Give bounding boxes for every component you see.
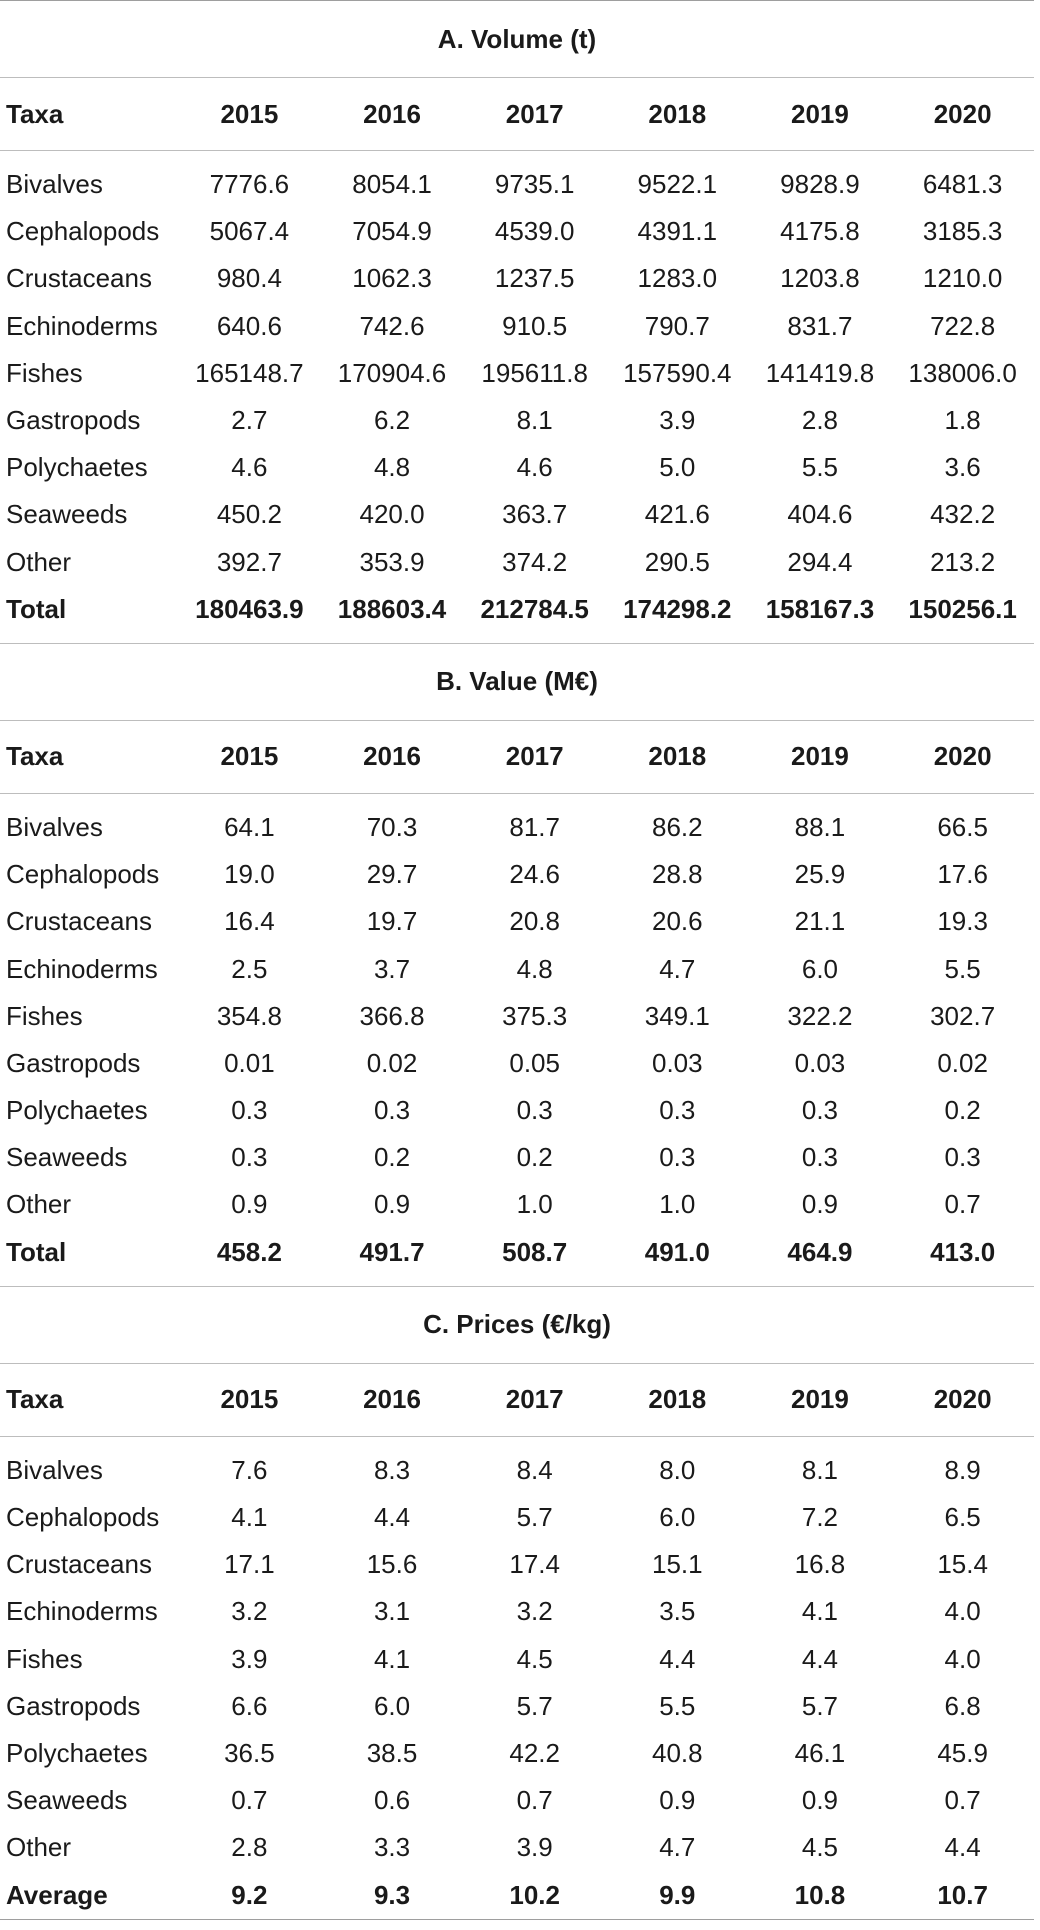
value-cell: 38.5 xyxy=(366,1737,418,1768)
value-cell: 8.9 xyxy=(944,1454,981,1485)
value-cell: 640.6 xyxy=(216,310,282,341)
value-cell: 980.4 xyxy=(216,263,282,294)
value-cell: 722.8 xyxy=(930,310,996,341)
value-cell: 4.4 xyxy=(659,1643,696,1674)
value-cell: 15.6 xyxy=(366,1549,418,1580)
value-cell: 7054.9 xyxy=(352,216,432,247)
value-cell: 17.6 xyxy=(937,859,988,890)
value-cell: 195611.8 xyxy=(481,357,588,388)
taxa-name-cell: Cephalopods xyxy=(6,216,160,247)
value-cell: 0.3 xyxy=(373,1095,411,1126)
volume-total-row xyxy=(0,586,1034,633)
value-cell: 9828.9 xyxy=(780,169,860,200)
taxa-name-cell: Other xyxy=(6,1189,72,1220)
value-cell: 45.9 xyxy=(937,1737,988,1768)
value-cell: 0.3 xyxy=(231,1142,268,1173)
value-cell: 432.2 xyxy=(930,499,996,530)
table-row xyxy=(0,1541,1034,1588)
value-cell: 42.2 xyxy=(509,1737,560,1768)
total-value-cell: 150256.1 xyxy=(908,593,1017,624)
value-cell: 0.05 xyxy=(509,1047,560,1078)
value-cell: 1203.8 xyxy=(780,263,860,294)
table-row xyxy=(0,1636,1034,1683)
table-row xyxy=(0,303,1034,350)
taxa-name-cell: Gastropods xyxy=(6,1690,141,1721)
table-row xyxy=(0,208,1034,255)
spacer-cell xyxy=(0,633,1034,644)
value-cell: 19.3 xyxy=(937,906,988,937)
value-cell: 0.9 xyxy=(373,1189,411,1220)
value-cell: 4175.8 xyxy=(780,216,860,247)
spacer-cell xyxy=(0,1919,1034,1930)
spacer-row xyxy=(0,633,1034,644)
value-cell: 421.6 xyxy=(644,499,710,530)
value-cell: 17.4 xyxy=(509,1549,560,1580)
value-cell: 8.3 xyxy=(373,1454,411,1485)
value-cell: 46.1 xyxy=(794,1737,846,1768)
column-header-year: 2016 xyxy=(321,1363,464,1436)
value-cell: 294.4 xyxy=(787,546,853,577)
value-cell: 8.1 xyxy=(516,405,553,436)
spacer-cell xyxy=(0,151,1034,162)
value-cell: 4.4 xyxy=(944,1832,981,1863)
value-cell: 66.5 xyxy=(937,811,988,842)
value-cell: 165148.7 xyxy=(195,357,304,388)
value-cell: 831.7 xyxy=(787,310,853,341)
table-row xyxy=(0,1134,1034,1181)
total-value-cell: 413.0 xyxy=(930,1236,996,1267)
total-value-cell: 9.2 xyxy=(178,1871,321,1919)
taxa-name-cell: Crustaceans xyxy=(6,263,152,294)
column-header-year: 2018 xyxy=(606,1363,749,1436)
value-cell: 5067.4 xyxy=(209,216,290,247)
value-cell: 20.8 xyxy=(509,906,560,937)
value-cell: 0.02 xyxy=(366,1047,418,1078)
value-cell: 0.03 xyxy=(652,1047,703,1078)
value-cell: 0.2 xyxy=(373,1142,411,1173)
spacer-row xyxy=(0,1276,1034,1287)
column-header-year: 2017 xyxy=(463,720,606,793)
value-cell: 0.01 xyxy=(224,1047,275,1078)
table-row xyxy=(0,444,1034,491)
value-cell: 6481.3 xyxy=(922,169,1003,200)
spacer-row xyxy=(0,1919,1034,1930)
value-cell: 64.1 xyxy=(224,811,275,842)
table-row xyxy=(0,539,1034,586)
taxa-name-cell: Gastropods xyxy=(6,405,141,436)
total-value-cell: 458.2 xyxy=(216,1236,282,1267)
value-cell: 28.8 xyxy=(652,859,703,890)
table-row xyxy=(0,1730,1034,1777)
column-header-year: 2017 xyxy=(463,1363,606,1436)
value-cell: 392.7 xyxy=(216,546,282,577)
value-header-row xyxy=(0,720,1034,793)
value-cell: 4539.0 xyxy=(494,216,575,247)
value-cell: 4.0 xyxy=(944,1596,981,1627)
value-cell: 0.3 xyxy=(801,1142,839,1173)
value-cell: 4391.1 xyxy=(637,216,718,247)
column-header-year: 2018 xyxy=(606,78,749,151)
taxa-name-cell: Gastropods xyxy=(6,1047,141,1078)
total-label-cell: Total xyxy=(6,1236,67,1267)
value-cell: 0.9 xyxy=(801,1785,839,1816)
taxa-name-cell: Crustaceans xyxy=(6,906,152,937)
value-cell: 19.7 xyxy=(366,906,418,937)
column-header-year: 2019 xyxy=(749,720,892,793)
value-cell: 790.7 xyxy=(644,310,710,341)
value-cell: 15.4 xyxy=(937,1549,988,1580)
value-total-row xyxy=(0,1229,1034,1276)
value-cell: 4.5 xyxy=(516,1643,553,1674)
table-row xyxy=(0,1824,1034,1871)
taxa-name-cell: Fishes xyxy=(6,1000,83,1031)
taxa-name-cell: Cephalopods xyxy=(6,1502,160,1533)
total-label-cell: Average xyxy=(0,1871,178,1919)
prices-total-row xyxy=(0,1871,1034,1919)
value-cell: 375.3 xyxy=(502,1000,568,1031)
value-cell: 8.1 xyxy=(801,1454,839,1485)
table-row xyxy=(0,1040,1034,1087)
value-cell: 450.2 xyxy=(216,499,282,530)
taxa-name-cell: Seaweeds xyxy=(6,1142,128,1173)
taxa-name-cell: Bivalves xyxy=(6,1454,103,1485)
total-value-cell: 491.7 xyxy=(359,1236,425,1267)
taxa-name-cell: Echinoderms xyxy=(6,953,158,984)
column-header-year: 2020 xyxy=(891,1363,1034,1436)
value-cell: 4.6 xyxy=(516,452,553,483)
taxa-name-cell: Fishes xyxy=(6,357,83,388)
value-section-title-row xyxy=(0,643,1034,720)
table-row xyxy=(0,1588,1034,1635)
value-cell: 15.1 xyxy=(652,1549,703,1580)
value-cell: 4.0 xyxy=(944,1643,981,1674)
value-cell: 40.8 xyxy=(652,1737,703,1768)
value-cell: 0.6 xyxy=(373,1785,411,1816)
table-row xyxy=(0,1447,1034,1494)
value-cell: 302.7 xyxy=(930,1000,996,1031)
value-cell: 349.1 xyxy=(644,1000,710,1031)
value-cell: 1.0 xyxy=(516,1189,553,1220)
table-row xyxy=(0,851,1034,898)
prices-section-title-row xyxy=(0,1286,1034,1363)
spacer-cell xyxy=(0,793,1034,804)
spacer-cell xyxy=(0,1436,1034,1447)
taxa-name-cell: Cephalopods xyxy=(6,859,160,890)
value-cell: 7.2 xyxy=(801,1502,839,1533)
taxa-name-cell: Other xyxy=(6,546,72,577)
taxa-name-cell: Polychaetes xyxy=(6,1095,148,1126)
total-value-cell: 464.9 xyxy=(787,1236,853,1267)
value-cell: 3.3 xyxy=(373,1832,411,1863)
taxa-name-cell: Echinoderms xyxy=(6,1596,158,1627)
value-cell: 5.7 xyxy=(801,1690,839,1721)
value-cell: 24.6 xyxy=(509,859,560,890)
value-cell: 742.6 xyxy=(359,310,425,341)
column-header-taxa: Taxa xyxy=(0,1363,178,1436)
total-label-cell: Total xyxy=(6,593,67,624)
value-cell: 213.2 xyxy=(930,546,996,577)
volume-header-row xyxy=(0,78,1034,151)
value-cell: 20.6 xyxy=(652,906,703,937)
column-header-year: 2018 xyxy=(606,720,749,793)
value-cell: 25.9 xyxy=(794,859,846,890)
value-cell: 290.5 xyxy=(644,546,710,577)
value-cell: 16.8 xyxy=(794,1549,846,1580)
value-cell: 29.7 xyxy=(366,859,418,890)
value-cell: 0.03 xyxy=(794,1047,846,1078)
value-cell: 6.8 xyxy=(944,1690,981,1721)
value-cell: 3.1 xyxy=(373,1596,411,1627)
value-cell: 3.5 xyxy=(659,1596,696,1627)
value-cell: 2.8 xyxy=(231,1832,268,1863)
value-cell: 366.8 xyxy=(359,1000,425,1031)
total-value-cell: 158167.3 xyxy=(765,593,875,624)
column-header-year: 2019 xyxy=(749,78,892,151)
table-row xyxy=(0,945,1034,992)
value-cell: 6.2 xyxy=(373,405,411,436)
value-cell: 4.1 xyxy=(231,1502,268,1533)
value-cell: 6.0 xyxy=(659,1502,696,1533)
value-cell: 0.02 xyxy=(937,1047,988,1078)
value-cell: 7.6 xyxy=(231,1454,268,1485)
volume-section-title-row xyxy=(0,1,1034,78)
table-row xyxy=(0,1087,1034,1134)
value-cell: 3.9 xyxy=(516,1832,553,1863)
value-cell: 0.3 xyxy=(801,1095,839,1126)
value-cell: 1210.0 xyxy=(922,263,1003,294)
column-header-year: 2017 xyxy=(463,78,606,151)
column-header-year: 2020 xyxy=(891,720,1034,793)
table-row xyxy=(0,491,1034,538)
value-cell: 0.7 xyxy=(516,1785,553,1816)
table-row xyxy=(0,1181,1034,1228)
value-cell: 363.7 xyxy=(502,499,568,530)
taxa-name-cell: Polychaetes xyxy=(6,1737,148,1768)
value-cell: 17.1 xyxy=(224,1549,275,1580)
spacer-row xyxy=(0,793,1034,804)
taxa-name-cell: Crustaceans xyxy=(6,1549,152,1580)
value-cell: 1.8 xyxy=(944,405,981,436)
value-cell: 0.7 xyxy=(944,1189,981,1220)
value-cell: 7776.6 xyxy=(209,169,290,200)
taxa-name-cell: Fishes xyxy=(6,1643,83,1674)
total-value-cell: 10.7 xyxy=(891,1871,1034,1919)
value-cell: 21.1 xyxy=(794,906,846,937)
value-cell: 4.5 xyxy=(801,1832,839,1863)
value-cell: 5.7 xyxy=(516,1690,553,1721)
prices-header-row xyxy=(0,1363,1034,1436)
value-cell: 4.4 xyxy=(801,1643,839,1674)
value-cell: 420.0 xyxy=(359,499,425,530)
table-row xyxy=(0,1683,1034,1730)
total-value-cell: 174298.2 xyxy=(623,593,732,624)
total-value-cell: 10.2 xyxy=(463,1871,606,1919)
value-cell: 353.9 xyxy=(359,546,425,577)
value-cell: 4.1 xyxy=(801,1596,839,1627)
value-cell: 3185.3 xyxy=(922,216,1003,247)
value-cell: 1237.5 xyxy=(494,263,575,294)
value-cell: 4.1 xyxy=(373,1643,411,1674)
value-section-title: B. Value (M€) xyxy=(0,643,1034,720)
value-cell: 0.9 xyxy=(801,1189,839,1220)
spacer-cell xyxy=(0,1276,1034,1287)
value-cell: 374.2 xyxy=(502,546,568,577)
volume-section-title: A. Volume (t) xyxy=(0,1,1034,78)
value-cell: 9522.1 xyxy=(637,169,718,200)
value-cell: 4.8 xyxy=(373,452,411,483)
value-cell: 4.8 xyxy=(516,953,553,984)
value-cell: 0.9 xyxy=(231,1189,268,1220)
value-cell: 4.7 xyxy=(659,953,696,984)
taxa-name-cell: Bivalves xyxy=(6,169,103,200)
column-header-year: 2016 xyxy=(321,720,464,793)
value-cell: 3.9 xyxy=(659,405,696,436)
value-cell: 8.0 xyxy=(659,1454,696,1485)
value-cell: 3.9 xyxy=(231,1643,268,1674)
value-cell: 8.4 xyxy=(516,1454,553,1485)
table-row xyxy=(0,1494,1034,1541)
value-cell: 0.2 xyxy=(944,1095,981,1126)
taxa-name-cell: Polychaetes xyxy=(6,452,148,483)
value-cell: 5.7 xyxy=(516,1502,553,1533)
taxa-name-cell: Seaweeds xyxy=(6,499,128,530)
value-cell: 16.4 xyxy=(224,906,275,937)
taxa-name-cell: Seaweeds xyxy=(6,1785,128,1816)
value-cell: 354.8 xyxy=(216,1000,282,1031)
column-header-taxa: Taxa xyxy=(0,720,178,793)
total-value-cell: 10.8 xyxy=(749,1871,892,1919)
value-cell: 2.8 xyxy=(801,405,839,436)
value-cell: 6.0 xyxy=(801,953,839,984)
taxa-name-cell: Echinoderms xyxy=(6,310,158,341)
value-cell: 2.5 xyxy=(231,953,268,984)
column-header-year: 2015 xyxy=(178,78,321,151)
value-cell: 5.5 xyxy=(801,452,839,483)
value-cell: 8054.1 xyxy=(352,169,432,200)
value-cell: 6.6 xyxy=(231,1690,268,1721)
taxa-name-cell: Bivalves xyxy=(6,811,103,842)
total-value-cell: 212784.5 xyxy=(480,593,589,624)
value-cell: 0.7 xyxy=(231,1785,268,1816)
value-cell: 0.2 xyxy=(516,1142,553,1173)
table-row xyxy=(0,1777,1034,1824)
value-cell: 6.5 xyxy=(944,1502,981,1533)
value-cell: 170904.6 xyxy=(337,357,447,388)
value-cell: 3.2 xyxy=(516,1596,553,1627)
total-value-cell: 9.3 xyxy=(321,1871,464,1919)
value-cell: 36.5 xyxy=(224,1737,275,1768)
value-cell: 88.1 xyxy=(794,811,846,842)
value-cell: 4.6 xyxy=(231,452,268,483)
value-cell: 81.7 xyxy=(509,811,560,842)
value-cell: 0.3 xyxy=(659,1142,696,1173)
value-cell: 6.0 xyxy=(373,1690,411,1721)
value-cell: 3.2 xyxy=(231,1596,268,1627)
table-row xyxy=(0,397,1034,444)
value-cell: 0.3 xyxy=(231,1095,268,1126)
value-cell: 404.6 xyxy=(787,499,853,530)
value-cell: 1283.0 xyxy=(637,263,718,294)
table-row xyxy=(0,898,1034,945)
value-cell: 138006.0 xyxy=(908,357,1017,388)
value-cell: 4.7 xyxy=(659,1832,696,1863)
value-cell: 157590.4 xyxy=(623,357,732,388)
prices-section-title: C. Prices (€/kg) xyxy=(0,1286,1034,1363)
total-value-cell: 180463.9 xyxy=(195,593,304,624)
value-cell: 910.5 xyxy=(502,310,568,341)
total-value-cell: 491.0 xyxy=(644,1236,710,1267)
value-cell: 9735.1 xyxy=(494,169,575,200)
value-cell: 5.5 xyxy=(659,1690,696,1721)
column-header-year: 2015 xyxy=(178,1363,321,1436)
table-row xyxy=(0,993,1034,1040)
taxa-name-cell: Other xyxy=(6,1832,72,1863)
value-cell: 70.3 xyxy=(366,811,418,842)
column-header-year: 2019 xyxy=(749,1363,892,1436)
value-cell: 5.0 xyxy=(659,452,696,483)
value-cell: 3.7 xyxy=(373,953,411,984)
column-header-year: 2015 xyxy=(178,720,321,793)
value-cell: 19.0 xyxy=(224,859,275,890)
column-header-taxa: Taxa xyxy=(0,78,178,151)
table-row xyxy=(0,804,1034,851)
spacer-row xyxy=(0,1436,1034,1447)
value-cell: 2.7 xyxy=(231,405,268,436)
value-cell: 5.5 xyxy=(944,953,981,984)
value-cell: 322.2 xyxy=(787,1000,853,1031)
value-cell: 1.0 xyxy=(659,1189,696,1220)
value-cell: 0.3 xyxy=(944,1142,981,1173)
total-value-cell: 188603.4 xyxy=(337,593,447,624)
value-cell: 0.9 xyxy=(659,1785,696,1816)
value-cell: 141419.8 xyxy=(765,357,875,388)
value-cell: 3.6 xyxy=(944,452,981,483)
column-header-year: 2016 xyxy=(321,78,464,151)
value-cell: 0.3 xyxy=(659,1095,696,1126)
value-cell: 4.4 xyxy=(373,1502,411,1533)
table-row xyxy=(0,161,1034,208)
total-value-cell: 9.9 xyxy=(606,1871,749,1919)
total-value-cell: 508.7 xyxy=(502,1236,568,1267)
value-cell: 0.7 xyxy=(944,1785,981,1816)
spacer-row xyxy=(0,151,1034,162)
table-row xyxy=(0,350,1034,397)
table-body xyxy=(0,1,1034,1930)
value-cell: 0.3 xyxy=(516,1095,553,1126)
value-cell: 86.2 xyxy=(652,811,703,842)
column-header-year: 2020 xyxy=(891,78,1034,151)
value-cell: 1062.3 xyxy=(352,263,432,294)
table-row xyxy=(0,255,1034,302)
